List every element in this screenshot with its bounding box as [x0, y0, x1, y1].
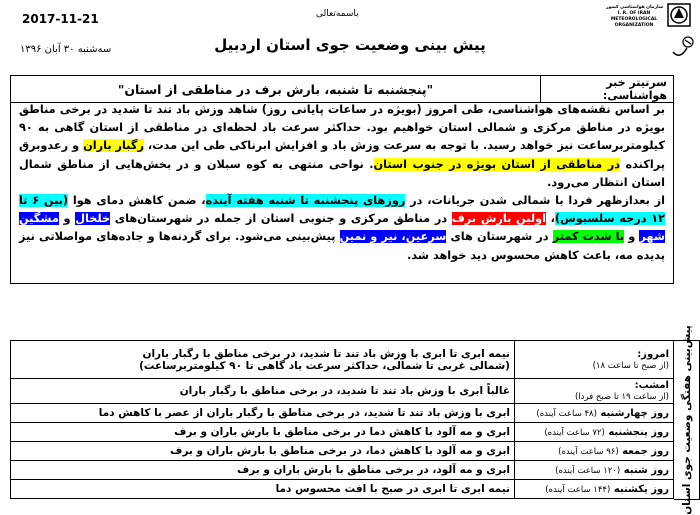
body-text-segment: . نواحی منتهی به کوه سبلان و در بخش‌هایی از مناطق شمال استان انتظار می‌رود. — [19, 157, 665, 189]
forecast-description-note: (شمالی غربی تا شمالی، حداکثر سرعت باد گاهی تا ۹۰ کیلومتربرساعت) — [139, 359, 510, 372]
forecast-period-note: (۴۸ ساعت آینده) — [536, 408, 597, 419]
forecast-side-label-text: پیش‌بینی هفتگی وضعیت جوی استان — [680, 325, 693, 515]
body-text-segment: ، — [545, 212, 555, 226]
forecast-row — [11, 461, 674, 480]
highlighted-phrase: رگبار باران — [83, 139, 144, 153]
logo-line: سازمان هواشناسی کشور — [606, 5, 664, 10]
forecast-period — [515, 480, 674, 499]
logo-line: ORGANIZATION — [614, 23, 654, 28]
page-title: پیش بینی وضعیت جوی استان اردبیل — [214, 36, 486, 54]
forecast-period — [515, 404, 674, 423]
forecast-period-name: روز پنجشنبه — [608, 426, 669, 438]
highlighted-phrase: سرعین، نیر و نمین — [339, 230, 447, 244]
logo-text — [606, 5, 662, 29]
logo-line: METEOROLOGICAL — [610, 17, 658, 22]
forecast-row — [11, 442, 674, 461]
forecast-description — [11, 404, 515, 423]
forecast-description-main: نیمه ابری تا ابری در صبح با افت محسوس دما — [275, 483, 510, 495]
forecast-description — [11, 461, 515, 480]
weekly-forecast-section — [10, 325, 700, 515]
body-text-segment: بر اساس نقشه‌های هواشناسی، طی امروز (بویژه در ساعات پایانی روز) شاهد وزش باد تند تا شدید در برخی مناطق بویژه در مناطق مرکزی و شمالی استان خواهیم بود. حداکثر سرعت باد لحظه‌ای در مناطقی از استان گاهی به ۹۰ کیلومتربرساعت نیز خواهد رسید. با توجه به سرعت وزش باد و افزایش ابرناکی طی این مدت، — [19, 103, 665, 153]
forecast-description — [11, 442, 515, 461]
forecast-row — [11, 423, 674, 442]
forecast-period — [515, 379, 674, 404]
weekly-forecast-table — [10, 340, 674, 499]
forecast-description-main: ابری و مه آلود، در برخی مناطق با بارش باران و برف — [237, 464, 510, 476]
forecast-period-note: (۹۶ ساعت آینده) — [558, 446, 619, 457]
persian-date: سه‌شنبه ۳۰ آبان ۱۳۹۶ — [20, 44, 112, 55]
forecast-period-name: روز جمعه — [622, 445, 669, 457]
body-text-segment: ، ضمن کاهش دمای هوا — [68, 194, 206, 208]
forecast-period-note: (از ساعت ۱۹ تا صبح فردا) — [574, 392, 669, 402]
forecast-row — [11, 480, 674, 499]
highlighted-phrase: با شدت کمتر — [552, 230, 625, 244]
forecast-description-main: غالباً ابری با وزش باد تند تا شدید، در برخی مناطق با رگبار باران — [179, 385, 510, 397]
highlighted-phrase: مشگین شهر — [19, 212, 665, 244]
forecast-description — [11, 423, 515, 442]
forecast-period-note: (۱۲۰ ساعت آینده) — [555, 465, 621, 476]
highlighted-phrase: (بین ۶ تا ۱۲ درجه سلسیوس) — [19, 194, 665, 226]
headline-label: سرتیتر خبر هواشناسی: — [541, 76, 674, 103]
forecast-period-name: روز یکشنبه — [613, 483, 669, 495]
highlighted-phrase: خلخال — [75, 212, 111, 226]
forecast-description-main: نیمه ابری تا ابری با وزش باد تند تا شدید، در برخی مناطق با رگبار باران — [142, 347, 510, 360]
logo-line: I. R. OF IRAN — [617, 11, 651, 16]
forecast-period — [515, 461, 674, 480]
headline-value: "پنجشنبه تا شنبه، بارش برف در مناطقی از استان" — [11, 76, 541, 103]
forecast-period-note: (۱۴۴ ساعت آینده) — [545, 484, 611, 495]
highlighted-phrase: اولین بارش برف — [451, 212, 546, 226]
forecast-period-name: روز چهارشنبه — [600, 407, 669, 419]
body-text-segment: از بعدازظهر فردا با شمالی شدن جریانات، در — [405, 194, 666, 208]
forecast-period-name: روز شنبه — [623, 464, 669, 476]
body-text-segment: و رعدوبرق پراکنده — [19, 139, 665, 171]
body-text-segment: پیش‌بینی می‌شود. برای گردنه‌ها و جاده‌های مواصلاتی نیز پدیده مه، باعث کاهش محسوس دید خواهد شد. — [19, 230, 665, 262]
body-text-segment: و — [58, 212, 76, 226]
forecast-period — [515, 423, 674, 442]
forecast-side-label — [674, 325, 700, 515]
forecast-period — [515, 442, 674, 461]
forecast-body-text — [10, 98, 674, 284]
forecast-description-main: ابری با وزش باد تند تا شدید، در برخی مناطق با رگبار باران از عصر با کاهش دما — [98, 407, 510, 419]
forecast-period-note: (۷۲ ساعت آینده) — [544, 427, 605, 438]
forecast-description-main: ابری و مه آلود با کاهش دما در برخی مناطق با بارش باران و برف — [174, 426, 510, 438]
forecast-row — [11, 379, 674, 404]
body-text-segment: در شهرستان های — [446, 230, 553, 244]
forecast-description — [11, 341, 515, 379]
forecast-period — [515, 341, 674, 379]
forecast-period-name: امشب: — [634, 380, 669, 391]
forecast-row — [11, 341, 674, 379]
bismillah: باسمه‌تعالی — [316, 9, 359, 19]
forecast-period-note: (از صبح تا ساعت ۱۸) — [592, 360, 669, 371]
forecast-description — [11, 379, 515, 404]
body-text-segment: در مناطق مرکزی و جنوبی استان از جمله در شهرستان‌های — [110, 212, 452, 226]
forecast-row — [11, 404, 674, 423]
forecast-period-name: امروز: — [637, 348, 669, 360]
body-text-segment: و — [624, 230, 640, 244]
highlighted-phrase: در مناطقی از استان بویژه در جنوب استان — [373, 157, 621, 171]
gregorian-date: 2017-11-21 — [22, 12, 99, 26]
forecast-description-main: ابری و مه آلود با کاهش دما، در برخی مناطق با بارش باران و برف — [170, 445, 510, 457]
forecast-description — [11, 480, 515, 499]
highlighted-phrase: روزهای پنجشنبه تا شنبه هفته آینده — [205, 194, 406, 208]
